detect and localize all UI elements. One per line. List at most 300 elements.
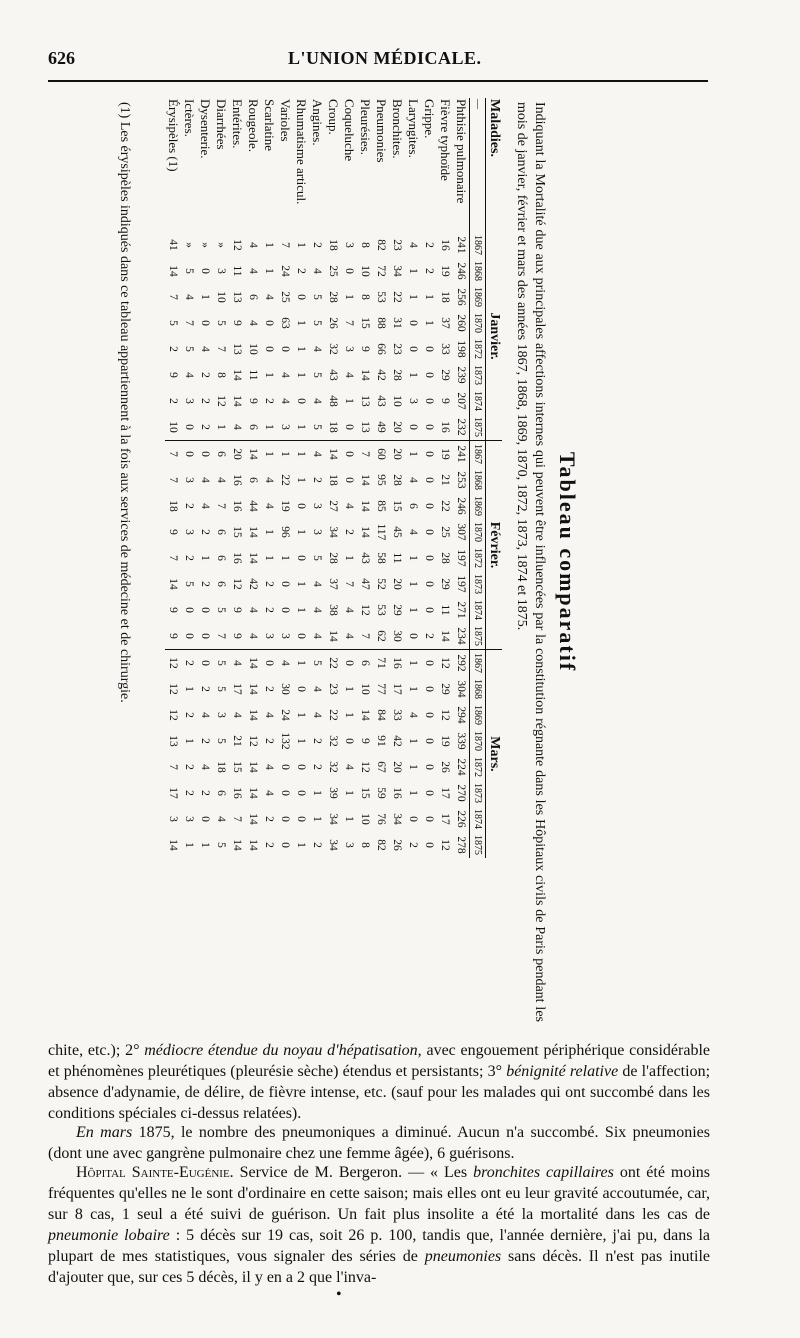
table-cell: 8 <box>359 294 371 300</box>
table-cell: 2 <box>199 424 211 430</box>
table-cell: 256 <box>455 288 467 306</box>
table-cell: 2 <box>407 842 419 848</box>
table-cell: 0 <box>199 607 211 613</box>
table-cell: 14 <box>231 395 243 407</box>
table-cell: 18 <box>215 761 227 773</box>
table-cell: 44 <box>247 500 259 512</box>
table-cell: 3 <box>183 477 195 483</box>
table-row <box>165 98 181 858</box>
table-cell: 29 <box>391 604 403 616</box>
table-cell: 3 <box>311 529 323 535</box>
p3-italic-c: bronchites capillaires <box>473 1164 614 1181</box>
table-cell: 4 <box>309 441 325 468</box>
table-cell: 0 <box>423 346 435 352</box>
table-cell: 10 <box>359 813 371 825</box>
table-row <box>277 98 293 858</box>
table-cell: 4 <box>215 477 227 483</box>
table-cell: 21 <box>439 474 451 486</box>
table-cell: 11 <box>391 552 403 564</box>
table-cell: 5 <box>213 650 229 677</box>
table-cell: 53 <box>375 604 387 616</box>
table-cell: 12 <box>247 735 259 747</box>
table-cell: 4 <box>311 268 323 274</box>
paragraph-3 <box>48 1162 710 1288</box>
table-cell: 12 <box>167 709 179 721</box>
table-cell: 91 <box>375 735 387 747</box>
table-cell: 1 <box>295 738 307 744</box>
table-cell: 33 <box>439 343 451 355</box>
table-cell: 20 <box>389 441 405 468</box>
table-cell: 5 <box>311 294 323 300</box>
table-cell: 20 <box>391 761 403 773</box>
table-cell: 6 <box>247 424 259 430</box>
table-cell: 28 <box>439 552 451 564</box>
table-cell: 7 <box>343 581 355 587</box>
p2-text-b: 1875, le nombre des pneumoniques a diminué. Aucun n'a succombé. Six pneumonies (dont une avec gangrène pulmonaire chez une femme âgée), 6 guérisons. <box>48 1124 710 1162</box>
table-cell: 26 <box>327 317 339 329</box>
table-cell: 1 <box>295 242 307 248</box>
table-cell: 1 <box>263 424 275 430</box>
table-cell: 12 <box>437 650 453 677</box>
table-cell: 4 <box>311 686 323 692</box>
paragraph-2 <box>48 1122 710 1164</box>
table-title: Tableau comparatif <box>555 451 580 673</box>
table-cell: 9 <box>231 633 243 639</box>
table-cell: 5 <box>215 607 227 613</box>
disease-name: Ictères. <box>182 99 197 137</box>
disease-name: Phthisie pulmonaire <box>454 99 469 204</box>
table-cell: 0 <box>183 607 195 613</box>
table-cell: 117 <box>375 523 387 541</box>
table-cell: 60 <box>373 441 389 468</box>
table-cell: 1 <box>293 650 309 677</box>
table-cell: 4 <box>277 650 293 677</box>
year-header: 1867 <box>470 441 486 468</box>
table-cell: 17 <box>391 683 403 695</box>
table-cell: 1 <box>215 424 227 430</box>
table-cell: 23 <box>391 239 403 251</box>
table-cell: 1 <box>311 816 323 822</box>
table-cell: 1 <box>295 372 307 378</box>
table-cell: 2 <box>311 738 323 744</box>
table-cell: 21 <box>231 735 243 747</box>
rotated-table <box>100 92 588 1032</box>
table-cell: 16 <box>391 787 403 799</box>
table-cell: 0 <box>279 790 291 796</box>
table-cell: 16 <box>389 650 405 677</box>
table-cell: 4 <box>407 712 419 718</box>
table-cell: 1 <box>295 529 307 535</box>
table-cell: 1 <box>407 268 419 274</box>
table-cell: 4 <box>183 294 195 300</box>
rotated-table-area <box>100 92 588 1032</box>
table-cell: 0 <box>295 294 307 300</box>
p1-text-a: chite, etc.); 2° <box>48 1042 145 1059</box>
table-cell: 53 <box>375 291 387 303</box>
table-cell: 197 <box>455 549 467 567</box>
table-cell: 307 <box>455 523 467 541</box>
table-cell: 82 <box>375 239 387 251</box>
table-cell: 4 <box>199 503 211 509</box>
month-header-1: Février. <box>486 441 503 650</box>
table-cell: 16 <box>231 474 243 486</box>
table-cell: 15 <box>359 317 371 329</box>
table-cell: 0 <box>423 790 435 796</box>
table-cell: 1 <box>343 816 355 822</box>
table-cell: 1 <box>183 842 195 848</box>
table-cell: 4 <box>311 607 323 613</box>
table-cell: 15 <box>231 526 243 538</box>
table-cell: 5 <box>311 372 323 378</box>
year-header: 1874 <box>470 806 486 832</box>
table-cell: 14 <box>359 526 371 538</box>
table-row <box>229 98 245 858</box>
table-cell: 9 <box>231 320 243 326</box>
table-cell: 4 <box>263 477 275 483</box>
table-cell: 12 <box>165 650 181 677</box>
table-cell: 207 <box>455 392 467 410</box>
table-row <box>261 98 277 858</box>
table-cell: 0 <box>183 633 195 639</box>
table-cell: 0 <box>199 320 211 326</box>
table-cell: 3 <box>183 398 195 404</box>
table-cell: 2 <box>311 242 323 248</box>
table-cell: 1 <box>343 686 355 692</box>
table-cell: 4 <box>247 242 259 248</box>
table-cell: 0 <box>197 650 213 677</box>
table-cell: 2 <box>311 764 323 770</box>
table-cell: 13 <box>167 735 179 747</box>
year-header: 1870 <box>470 728 486 754</box>
disease-name: Fièvre typhoïde <box>438 99 453 181</box>
years-header-row <box>470 98 486 858</box>
table-cell: 3 <box>279 633 291 639</box>
table-cell: 20 <box>391 421 403 433</box>
table-cell: 2 <box>183 503 195 509</box>
table-cell: 11 <box>439 604 451 616</box>
table-cell: 1 <box>199 294 211 300</box>
table-footnote: (1) Les érysipèles indiqués dans ce tableau appartiennent à la fois aux services de médecine et de chirurgie. <box>117 102 132 703</box>
table-cell: 1 <box>261 441 277 468</box>
table-cell: 14 <box>245 441 261 468</box>
table-cell: 17 <box>439 813 451 825</box>
table-cell: 14 <box>245 650 261 677</box>
table-cell: 3 <box>215 712 227 718</box>
table-cell: 9 <box>167 529 179 535</box>
table-cell: 1 <box>199 842 211 848</box>
table-cell: 4 <box>263 503 275 509</box>
table-cell: 0 <box>407 633 419 639</box>
year-header: 1875 <box>470 623 486 650</box>
table-cell: 5 <box>311 424 323 430</box>
table-cell: 95 <box>375 474 387 486</box>
table-cell: 2 <box>343 529 355 535</box>
table-cell: 1 <box>183 738 195 744</box>
table-cell: 2 <box>183 555 195 561</box>
table-cell: 34 <box>327 839 339 851</box>
table-cell: 0 <box>263 320 275 326</box>
table-cell: 1 <box>343 555 355 561</box>
table-cell: 1 <box>279 555 291 561</box>
table-cell: 16 <box>231 787 243 799</box>
table-cell: 18 <box>439 291 451 303</box>
table-cell: 96 <box>279 526 291 538</box>
year-header: 1868 <box>470 467 486 493</box>
table-cell: 3 <box>343 346 355 352</box>
p3-text-d: ont été moins fréquentes qu'elles ne le sont d'ordinaire en cette saison; mais elles ont eu leur gravité accoutumée, car, sur 8 cas, 1 seul a été suivi de guérison. Un fait plus insolite a été la mortalité dans les cas de <box>48 1164 711 1223</box>
table-cell: 34 <box>327 813 339 825</box>
p3-italic-e: pneumonie lobaire <box>48 1227 170 1244</box>
table-cell: 5 <box>215 842 227 848</box>
disease-header: Maladies. <box>486 98 503 232</box>
year-header: 1869 <box>470 284 486 310</box>
table-cell: 16 <box>439 239 451 251</box>
table-cell: 18 <box>327 474 339 486</box>
table-cell: 11 <box>231 265 243 277</box>
table-cell: 1 <box>405 650 421 677</box>
table-cell: 19 <box>437 441 453 468</box>
table-cell: 25 <box>439 526 451 538</box>
table-cell: 197 <box>455 575 467 593</box>
table-cell: 11 <box>247 369 259 381</box>
hospital-name: Hôpital Sainte-Eugénie. <box>76 1164 234 1181</box>
table-cell: 1 <box>343 398 355 404</box>
table-cell: 0 <box>181 441 197 468</box>
table-cell: 0 <box>279 581 291 587</box>
table-cell: 4 <box>247 607 259 613</box>
disease-header-blank: — <box>470 98 486 232</box>
table-cell: 14 <box>231 369 243 381</box>
table-cell: 0 <box>295 816 307 822</box>
table-cell: 10 <box>359 265 371 277</box>
table-cell: 16 <box>439 421 451 433</box>
table-cell: 0 <box>423 607 435 613</box>
table-cell: 2 <box>311 477 323 483</box>
table-cell: 0 <box>199 816 211 822</box>
table-cell: 28 <box>391 474 403 486</box>
table-cell: 224 <box>455 758 467 776</box>
table-row <box>341 98 357 858</box>
table-cell: 14 <box>359 709 371 721</box>
year-header: 1872 <box>470 336 486 362</box>
table-cell: 4 <box>199 764 211 770</box>
disease-name: Dysenterie. <box>198 99 213 159</box>
table-cell: 0 <box>423 529 435 535</box>
table-cell: 32 <box>327 343 339 355</box>
table-cell: 42 <box>391 735 403 747</box>
table-cell: 1 <box>295 581 307 587</box>
table-cell: 10 <box>167 421 179 433</box>
table-cell: 0 <box>343 738 355 744</box>
year-header: 1874 <box>470 597 486 623</box>
table-cell: 1 <box>407 294 419 300</box>
table-cell: 19 <box>439 735 451 747</box>
table-cell: 14 <box>327 630 339 642</box>
table-cell: 5 <box>167 320 179 326</box>
table-cell: 13 <box>231 291 243 303</box>
table-cell: 5 <box>215 738 227 744</box>
table-cell: 9 <box>247 398 259 404</box>
table-cell: 4 <box>279 372 291 378</box>
table-cell: 20 <box>229 441 245 468</box>
table-cell: 1 <box>263 529 275 535</box>
p3-text-b: Service de M. Bergeron. — « Les <box>233 1164 474 1181</box>
table-row <box>453 98 470 858</box>
table-cell: 27 <box>327 500 339 512</box>
table-cell: 7 <box>279 242 291 248</box>
page-bullet: • <box>336 1286 342 1303</box>
table-cell: 7 <box>167 764 179 770</box>
table-cell: 1 <box>295 607 307 613</box>
table-cell: 84 <box>375 709 387 721</box>
table-cell: 234 <box>455 627 467 645</box>
disease-name: Croup. <box>326 99 341 135</box>
table-cell: 22 <box>327 709 339 721</box>
table-cell: 0 <box>279 816 291 822</box>
table-row <box>421 98 437 858</box>
year-header: 1873 <box>470 780 486 806</box>
table-cell: 9 <box>359 346 371 352</box>
table-cell: 4 <box>343 503 355 509</box>
table-cell: 2 <box>199 686 211 692</box>
table-cell: 9 <box>231 607 243 613</box>
table-cell: 132 <box>279 732 291 750</box>
table-cell: 43 <box>327 369 339 381</box>
table-cell: 12 <box>439 709 451 721</box>
table-cell: 246 <box>455 262 467 280</box>
p3-text-f: : 5 décès sur 19 cas, soit 26 p. 100, tandis que, l'année dernière, j'ai pu, dans la plupart de mes statistiques, vous signaler des séries de <box>48 1227 711 1265</box>
p3-text-h: sans décès. Il n'est pas inutile d'ajouter que, sur ces 5 décès, il y en a 2 que l'inva- <box>48 1248 710 1286</box>
table-cell: 4 <box>279 398 291 404</box>
table-cell: » <box>183 242 195 248</box>
table-cell: 4 <box>263 712 275 718</box>
table-cell: 22 <box>325 650 341 677</box>
table-cell: 71 <box>373 650 389 677</box>
table-cell: 25 <box>279 291 291 303</box>
table-cell: 25 <box>327 265 339 277</box>
table-cell: 1 <box>311 790 323 796</box>
table-cell: 2 <box>183 764 195 770</box>
table-cell: 0 <box>423 816 435 822</box>
table-cell: 7 <box>231 816 243 822</box>
table-cell: 2 <box>423 268 435 274</box>
table-cell: 63 <box>279 317 291 329</box>
table-cell: 1 <box>293 441 309 468</box>
disease-name: Laryngites. <box>406 99 421 158</box>
table-cell: 12 <box>167 683 179 695</box>
table-cell: 5 <box>183 268 195 274</box>
table-cell: 2 <box>423 633 435 639</box>
table-cell: 2 <box>263 686 275 692</box>
table-cell: 28 <box>327 552 339 564</box>
table-cell: 0 <box>263 346 275 352</box>
p2-italic-a: En mars <box>76 1124 133 1141</box>
disease-name: Scarlatine <box>262 99 277 151</box>
year-header: 1872 <box>470 754 486 780</box>
table-cell: 2 <box>183 790 195 796</box>
table-cell: 0 <box>423 842 435 848</box>
table-cell: 4 <box>311 398 323 404</box>
table-cell: 14 <box>247 839 259 851</box>
table-cell: 339 <box>455 732 467 750</box>
table-cell: 31 <box>391 317 403 329</box>
table-cell: 14 <box>325 441 341 468</box>
table-cell: 14 <box>359 500 371 512</box>
table-row <box>213 98 229 858</box>
table-cell: 14 <box>247 552 259 564</box>
table-cell: 0 <box>423 503 435 509</box>
table-cell: 0 <box>295 555 307 561</box>
disease-name: Diarrhées <box>214 99 229 150</box>
table-cell: 41 <box>167 239 179 251</box>
table-cell: 0 <box>295 633 307 639</box>
table-cell: 260 <box>455 314 467 332</box>
table-row <box>245 98 261 858</box>
table-cell: 19 <box>279 500 291 512</box>
table-cell: 4 <box>247 633 259 639</box>
table-cell: 13 <box>231 343 243 355</box>
table-cell: 0 <box>341 441 357 468</box>
table-cell: 1 <box>405 441 421 468</box>
table-cell: 15 <box>231 761 243 773</box>
table-cell: 0 <box>279 346 291 352</box>
table-cell: 0 <box>407 346 419 352</box>
table-cell: 5 <box>309 650 325 677</box>
table-cell: 30 <box>279 683 291 695</box>
table-cell: 1 <box>407 738 419 744</box>
table-cell: 2 <box>199 581 211 587</box>
disease-name: Pleurésies. <box>358 99 373 155</box>
table-cell: 88 <box>375 317 387 329</box>
year-header: 1874 <box>470 388 486 414</box>
table-cell: 18 <box>327 239 339 251</box>
table-cell: 2 <box>263 398 275 404</box>
table-cell: 38 <box>327 604 339 616</box>
table-cell: 29 <box>439 683 451 695</box>
table-cell: 4 <box>183 372 195 378</box>
table-cell: 14 <box>247 761 259 773</box>
table-cell: 67 <box>375 761 387 773</box>
table-cell: 0 <box>199 633 211 639</box>
table-cell: 26 <box>439 761 451 773</box>
year-header: 1873 <box>470 571 486 597</box>
table-cell: 0 <box>199 268 211 274</box>
table-cell: 271 <box>455 601 467 619</box>
table-cell: 37 <box>439 317 451 329</box>
disease-name: Grippe. <box>422 99 437 139</box>
table-cell: 0 <box>423 712 435 718</box>
table-cell: 2 <box>263 738 275 744</box>
table-cell: 6 <box>215 790 227 796</box>
table-cell: 24 <box>279 709 291 721</box>
table-cell: 0 <box>279 764 291 770</box>
table-cell: 4 <box>311 712 323 718</box>
table-cell: 12 <box>215 395 227 407</box>
table-cell: 14 <box>167 578 179 590</box>
table-cell: 3 <box>215 268 227 274</box>
table-cell: 0 <box>423 477 435 483</box>
year-header: 1875 <box>470 832 486 858</box>
table-cell: 13 <box>359 421 371 433</box>
table-cell: 45 <box>391 526 403 538</box>
table-cell: 4 <box>215 816 227 822</box>
table-cell: 1 <box>407 607 419 613</box>
table-cell: 7 <box>343 320 355 326</box>
year-header: 1869 <box>470 493 486 519</box>
table-cell: 1 <box>407 686 419 692</box>
year-header: 1867 <box>470 232 486 258</box>
table-cell: 85 <box>375 500 387 512</box>
